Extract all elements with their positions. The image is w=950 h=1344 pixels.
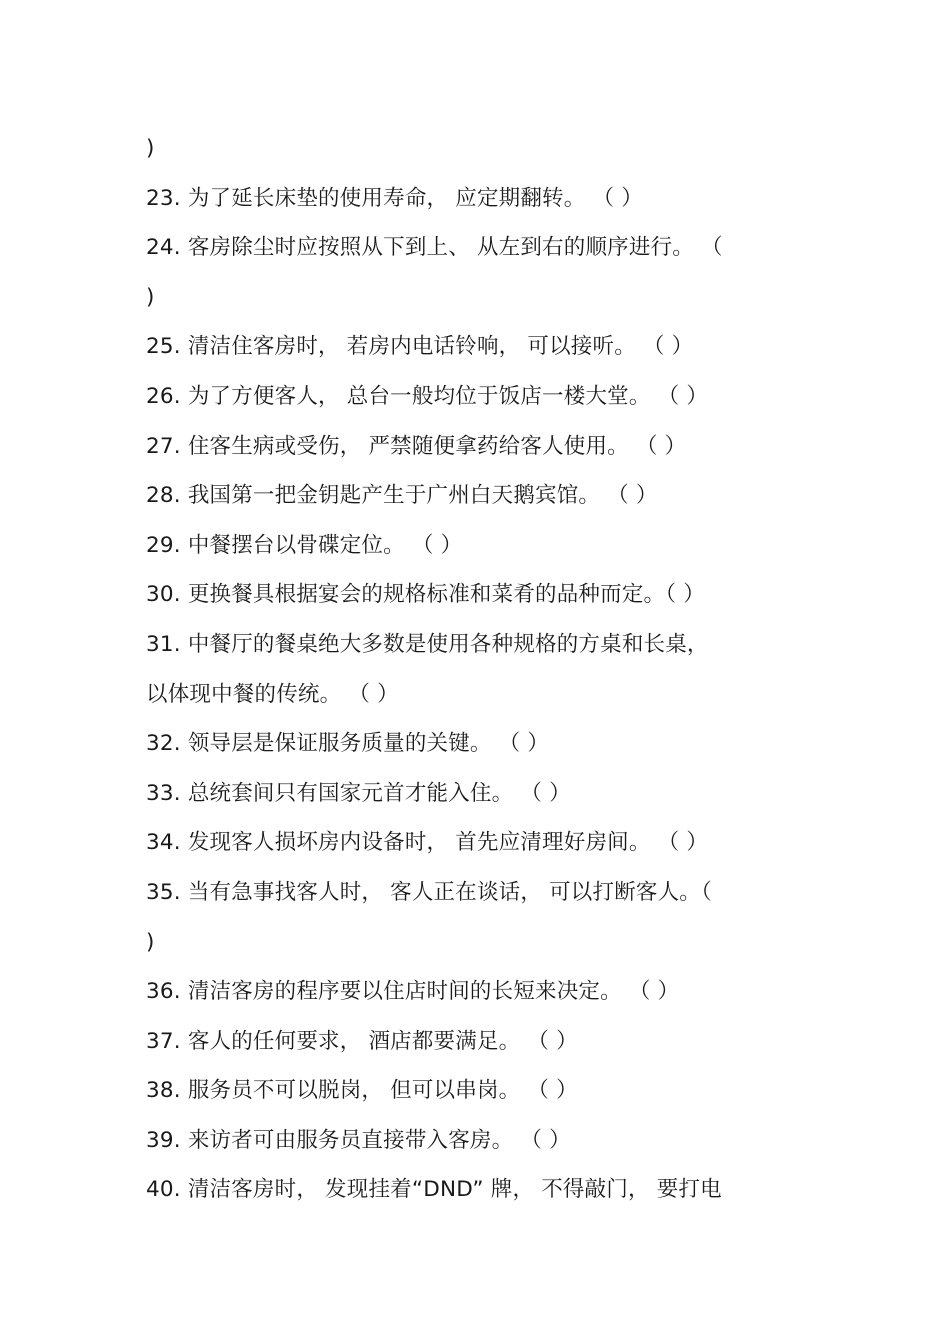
question-39: 39. 来访者可由服务员直接带入客房。 （ ）: [146, 1127, 571, 1153]
question-33: 33. 总统套间只有国家元首才能入住。 （ ）: [146, 780, 571, 806]
question-25: 25. 清洁住客房时， 若房内电话铃响， 可以接听。 （ ）: [146, 334, 694, 360]
question-36: 36. 清洁客房的程序要以住店时间的长短来决定。 （ ）: [146, 979, 680, 1005]
question-26: 26. 为了方便客人， 总台一般均位于饭店一楼大堂。 （ ）: [146, 383, 709, 409]
question-24: 24. 客房除尘时应按照从下到上、 从左到右的顺序进行。 （: [146, 235, 723, 261]
question-37: 37. 客人的任何要求， 酒店都要满足。 （ ）: [146, 1028, 578, 1054]
question-27: 27. 住客生病或受伤， 严禁随便拿药给客人使用。 （ ）: [146, 433, 687, 459]
question-29: 29. 中餐摆台以骨碟定位。 （ ）: [146, 532, 463, 558]
text-line: ): [146, 284, 155, 310]
text-line: 以体现中餐的传统。 （ ）: [146, 681, 399, 707]
question-31: 31. 中餐厅的餐桌绝大多数是使用各种规格的方桌和长桌，: [146, 631, 709, 657]
question-30: 30. 更换餐具根据宴会的规格标准和菜肴的品种而定。（ ）: [146, 582, 705, 608]
text-line: ): [146, 929, 155, 955]
question-38: 38. 服务员不可以脱岗， 但可以串岗。 （ ）: [146, 1078, 578, 1104]
question-32: 32. 领导层是保证服务质量的关键。 （ ）: [146, 731, 550, 757]
question-28: 28. 我国第一把金钥匙产生于广州白天鹅宾馆。 （ ）: [146, 483, 658, 509]
question-40: 40. 清洁客房时， 发现挂着“DND” 牌， 不得敲门， 要打电: [146, 1177, 722, 1203]
question-35: 35. 当有急事找客人时， 客人正在谈话， 可以打断客人。（: [146, 879, 712, 905]
text-line: ): [146, 136, 155, 161]
question-34: 34. 发现客人损坏房内设备时， 首先应清理好房间。 （ ）: [146, 830, 709, 856]
question-list: [146, 124, 816, 1215]
question-23: 23. 为了延长床垫的使用寿命， 应定期翻转。 （ ）: [146, 185, 643, 211]
